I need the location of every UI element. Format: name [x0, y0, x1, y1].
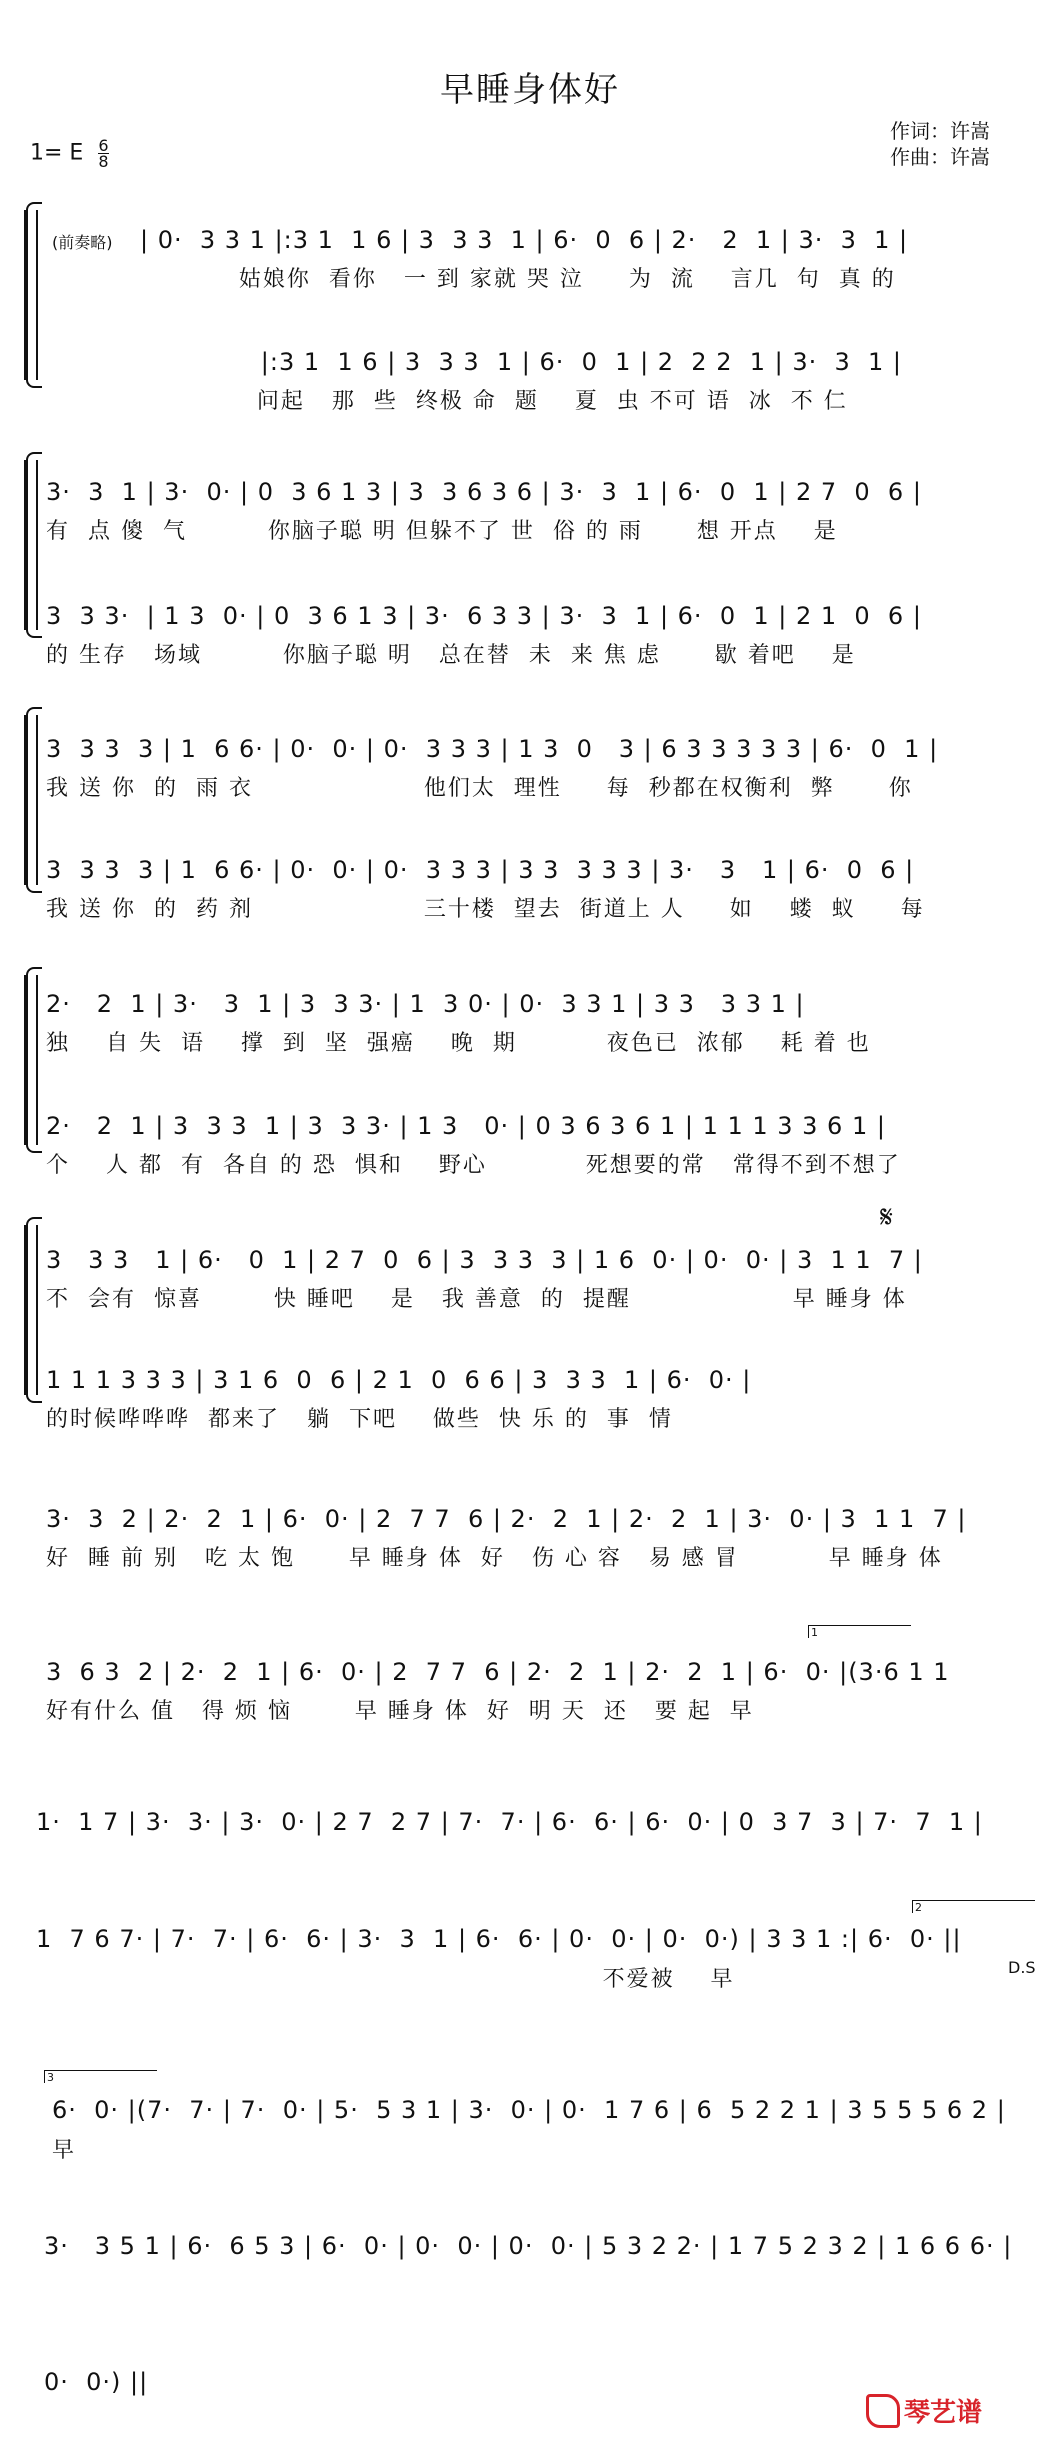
segno-sign: 𝄋 [880, 1200, 893, 1235]
lyric-line: 独 自 失 语 撑 到 坚 强癌 晚 期 夜色已 浓郁 耗 着 也 [46, 1031, 871, 1056]
meter-bottom: 8 [98, 152, 109, 171]
lyric-line: 好 睡 前 别 吃 太 饱 早 睡身 体 好 伤 心 容 易 感 冒 早 睡身 体 [46, 1546, 943, 1571]
notation-line: 3 3 3 1 | 6· 0 1 | 2 7 0 6 | 3 3 3 3 | 1 6 0· | 0· 0· | 3 1 1 7 | [46, 1246, 923, 1274]
volta-bracket-1: 1 [808, 1625, 911, 1638]
notation-line: 1· 1 7 | 3· 3· | 3· 0· | 2 7 2 7 | 7· 7· | 6· 6· | 6· 0· | 0 3 7 3 | 7· 7 1 | [36, 1808, 983, 1836]
lyric-line: 好有什么 值 得 烦 恼 早 睡身 体 好 明 天 还 要 起 早 [46, 1699, 754, 1724]
intro-label: (前奏略) [52, 233, 113, 252]
lyric-line: 不爱被 早 [36, 1967, 735, 1992]
time-signature [98, 138, 108, 169]
notation-line: 1 7 6 7· | 7· 7· | 6· 6· | 3· 3 1 | 6· 6· | 0· 0· | 0· 0·) | 3 3 1 :| 6· 0· || [36, 1925, 962, 1953]
dal-segno-mark: D.S [1008, 1958, 1036, 1977]
volta-bracket-3: 3 [44, 2070, 157, 2083]
lyric-line: 姑娘你 看你 一 到 家就 哭 泣 为 流 言几 句 真 的 [140, 267, 896, 292]
system-bracket [24, 210, 28, 380]
lyric-line: 问起 那 些 终极 命 题 夏 虫 不可 语 冰 不 仁 [140, 389, 848, 414]
lyric-line: 我 送 你 的 雨 衣 他们太 理性 每 秒都在权衡利 弊 你 [46, 776, 913, 801]
lyric-line: 有 点 傻 气 你脑子聪 明 但躲不了 世 俗 的 雨 想 开点 是 [46, 519, 838, 544]
notation-line: 3 3 3 3 | 1 6 6· | 0· 0· | 0· 3 3 3 | 3 3 3 3 3 | 3· 3 1 | 6· 0 6 | [46, 856, 915, 884]
lyric-line: 的 生存 场域 你脑子聪 明 总在替 未 来 焦 虑 歇 着吧 是 [46, 643, 856, 668]
key-signature [30, 138, 109, 169]
site-logo [866, 2392, 982, 2429]
notation-line: 6· 0· |(7· 7· | 7· 0· | 5· 5 3 1 | 3· 0· | 0· 1 7 6 | 6 5 2 2 1 | 3 5 5 5 6 2 | [52, 2096, 1006, 2124]
notation-line: 1 1 1 3 3 3 | 3 1 6 0 6 | 2 1 0 6 6 | 3 3 3 1 | 6· 0· | [46, 1366, 752, 1394]
lyric-line: 早 [52, 2138, 77, 2163]
key-label: 1= E [30, 140, 84, 166]
logo-icon [866, 2394, 900, 2428]
lyric-line: 个 人 都 有 各自 的 恐 惧和 野心 死想要的常 常得不到不想了 [46, 1153, 901, 1178]
credits [890, 118, 990, 170]
logo-text: 琴艺谱 [904, 2398, 983, 2428]
notation-line: 3· 3 5 1 | 6· 6 5 3 | 6· 0· | 0· 0· | 0· 0· | 5 3 2 2· | 1 7 5 2 3 2 | 1 6 6 6· | [44, 2232, 1013, 2260]
lyric-line: 不 会有 惊喜 快 睡吧 是 我 善意 的 提醒 早 睡身 体 [46, 1287, 907, 1312]
lyric-line: 的时候哗哗哗 都来了 躺 下吧 做些 快 乐 的 事 情 [46, 1407, 673, 1432]
notation-line: 3· 3 1 | 3· 0· | 0 3 6 1 3 | 3 3 6 3 6 | 3· 3 1 | 6· 0 1 | 2 7 0 6 | [46, 478, 922, 506]
notation-line: | 0· 3 3 1 |:3 1 1 6 | 3 3 3 1 | 6· 0 6 | 2· 2 1 | 3· 3 1 | [140, 226, 909, 254]
notation-line: |:3 1 1 6 | 3 3 3 1 | 6· 0 1 | 2 2 2 1 | 3· 3 1 | [140, 348, 903, 376]
composer-credit: 作曲：许嵩 [890, 145, 990, 169]
notation-line: 3· 3 2 | 2· 2 1 | 6· 0· | 2 7 7 6 | 2· 2 1 | 2· 2 1 | 3· 0· | 3 1 1 7 | [46, 1505, 967, 1533]
lyricist-credit: 作词：许嵩 [890, 119, 990, 143]
notation-line: 2· 2 1 | 3 3 3 1 | 3 3 3· | 1 3 0· | 0 3 6 3 6 1 | 1 1 1 3 3 6 1 | [46, 1112, 886, 1140]
system-bracket [24, 1225, 28, 1395]
notation-line: 3 3 3 3 | 1 6 6· | 0· 0· | 0· 3 3 3 | 1 3 0 3 | 6 3 3 3 3 3 | 6· 0 1 | [46, 735, 939, 763]
lyric-line: 我 送 你 的 药 剂 三十楼 望去 街道上 人 如 蝼 蚁 每 [46, 897, 925, 922]
system-bracket [24, 975, 28, 1145]
system-bracket [24, 460, 28, 630]
meter-top: 6 [98, 136, 109, 155]
notation-line: 0· 0·) || [44, 2368, 149, 2396]
notation-line: 3 6 3 2 | 2· 2 1 | 6· 0· | 2 7 7 6 | 2· 2 1 | 2· 2 1 | 6· 0· |(3·6 1 1 [46, 1658, 950, 1686]
page-title: 早睡身体好 [440, 70, 620, 110]
notation-line: 2· 2 1 | 3· 3 1 | 3 3 3· | 1 3 0· | 0· 3 3 1 | 3 3 3 3 1 | [46, 990, 805, 1018]
volta-bracket-2: 2 [912, 1900, 1035, 1913]
notation-line: 3 3 3· | 1 3 0· | 0 3 6 1 3 | 3· 6 3 3 | 3· 3 1 | 6· 0 1 | 2 1 0 6 | [46, 602, 922, 630]
system-bracket [24, 715, 28, 885]
